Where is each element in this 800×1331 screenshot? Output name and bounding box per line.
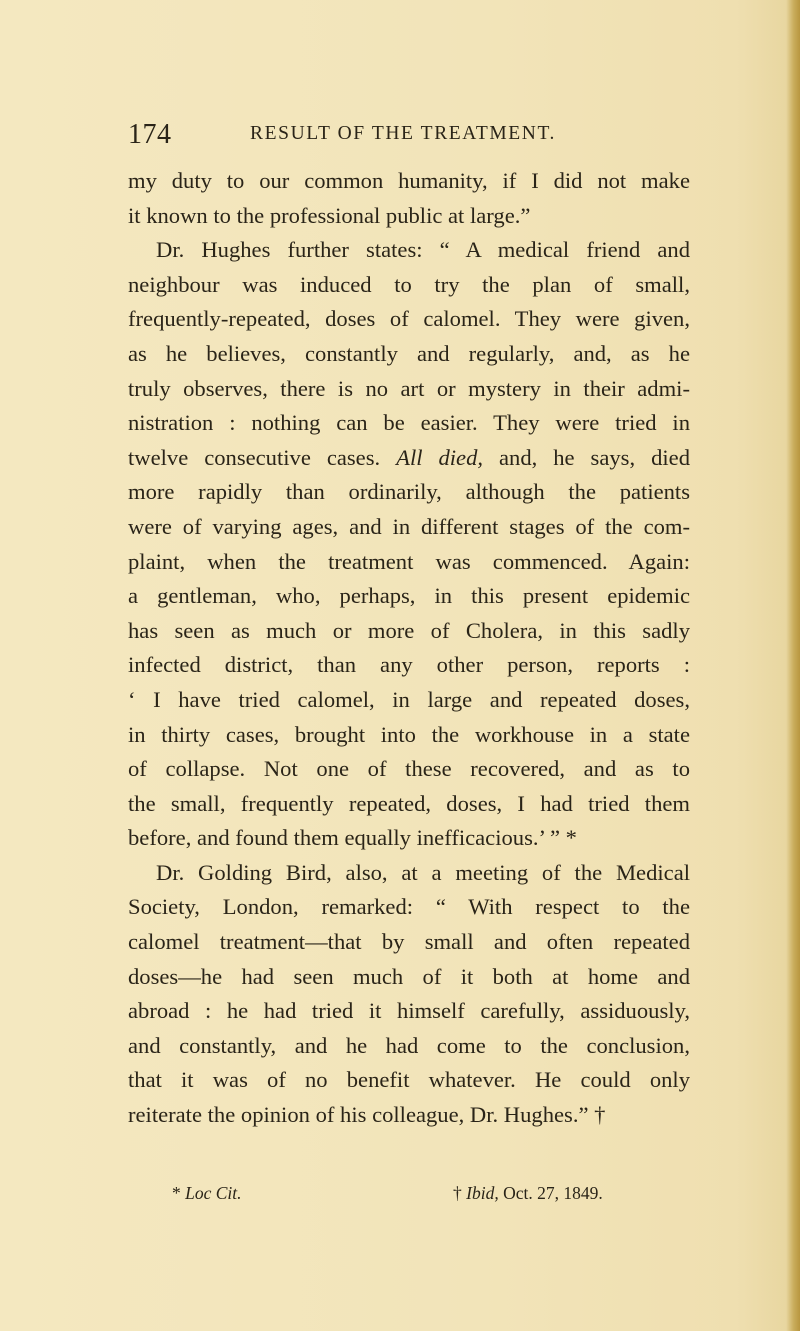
text-line: a gentleman, who, perhaps, in this present epidemic — [128, 583, 690, 609]
text-line: neighbour was induced to try the plan of small, — [128, 271, 690, 297]
footnote-text: Oct. 27, 1849. — [498, 1183, 603, 1203]
text-segment: twelve consecutive cases. — [128, 444, 381, 470]
text-line: it known to the professional public at large.” — [128, 202, 531, 228]
text-line: of collapse. Not one of these recovered, and as to — [128, 756, 690, 782]
footnote-ibid — [453, 1183, 603, 1204]
footnote-mark: * — [172, 1183, 181, 1203]
text-line: Society, London, remarked: “ With respect to the — [128, 894, 690, 920]
running-head: RESULT OF THE TREATMENT. — [250, 123, 557, 144]
footnote-loc-cit — [172, 1183, 242, 1204]
text-line: plaint, when the treatment was commenced. Again: — [128, 548, 690, 574]
footnote-mark: † — [453, 1183, 462, 1203]
text-line: infected district, than any other person, reports : — [128, 652, 690, 678]
text-line: has seen as much or more of Cholera, in this sadly — [128, 617, 690, 643]
text-line: my duty to our common humanity, if I did not make — [128, 168, 690, 193]
text-line: before, and found them equally inefficacious.’ ” * — [128, 825, 577, 851]
page-number: 174 — [128, 119, 172, 150]
page-edge-shadow — [786, 0, 800, 1331]
text-line: that it was of no benefit whatever. He could only — [128, 1067, 690, 1093]
italic-phrase: All died, — [396, 444, 484, 470]
text-line: frequently-repeated, doses of calomel. They were given, — [128, 306, 690, 332]
text-line: as he believes, constantly and regularly, and, as he — [128, 340, 690, 366]
text-line: abroad : he had tried it himself carefully, assiduously, — [128, 998, 690, 1024]
text-line: Dr. Golding Bird, also, at a meeting of the Medical — [156, 859, 690, 885]
page-header — [128, 119, 688, 155]
text-line — [128, 441, 690, 476]
body-text — [128, 164, 690, 1133]
text-line: doses—he had seen much of it both at home and — [128, 963, 690, 989]
text-line: truly observes, there is no art or mystery in their admi- — [128, 375, 690, 401]
text-line: Dr. Hughes further states: “ A medical friend and — [156, 237, 690, 263]
text-segment: and, he says, died — [483, 444, 690, 470]
text-line: nistration : nothing can be easier. They were tried in — [128, 410, 690, 436]
footnotes — [128, 1183, 690, 1213]
text-line: reiterate the opinion of his colleague, Dr. Hughes.” † — [128, 1102, 606, 1128]
footnote-italic: Ibid, — [466, 1183, 499, 1203]
text-line: more rapidly than ordinarily, although the patients — [128, 479, 690, 505]
text-line: ‘ I have tried calomel, in large and repeated doses, — [128, 686, 690, 712]
text-line: calomel treatment—that by small and often repeated — [128, 929, 690, 955]
text-line: in thirty cases, brought into the workhouse in a state — [128, 721, 690, 747]
footnote-text: Loc Cit. — [185, 1183, 242, 1203]
text-line: the small, frequently repeated, doses, I had tried them — [128, 790, 690, 816]
text-line: were of varying ages, and in different stages of the com- — [128, 513, 690, 539]
text-line: and constantly, and he had come to the conclusion, — [128, 1032, 690, 1058]
